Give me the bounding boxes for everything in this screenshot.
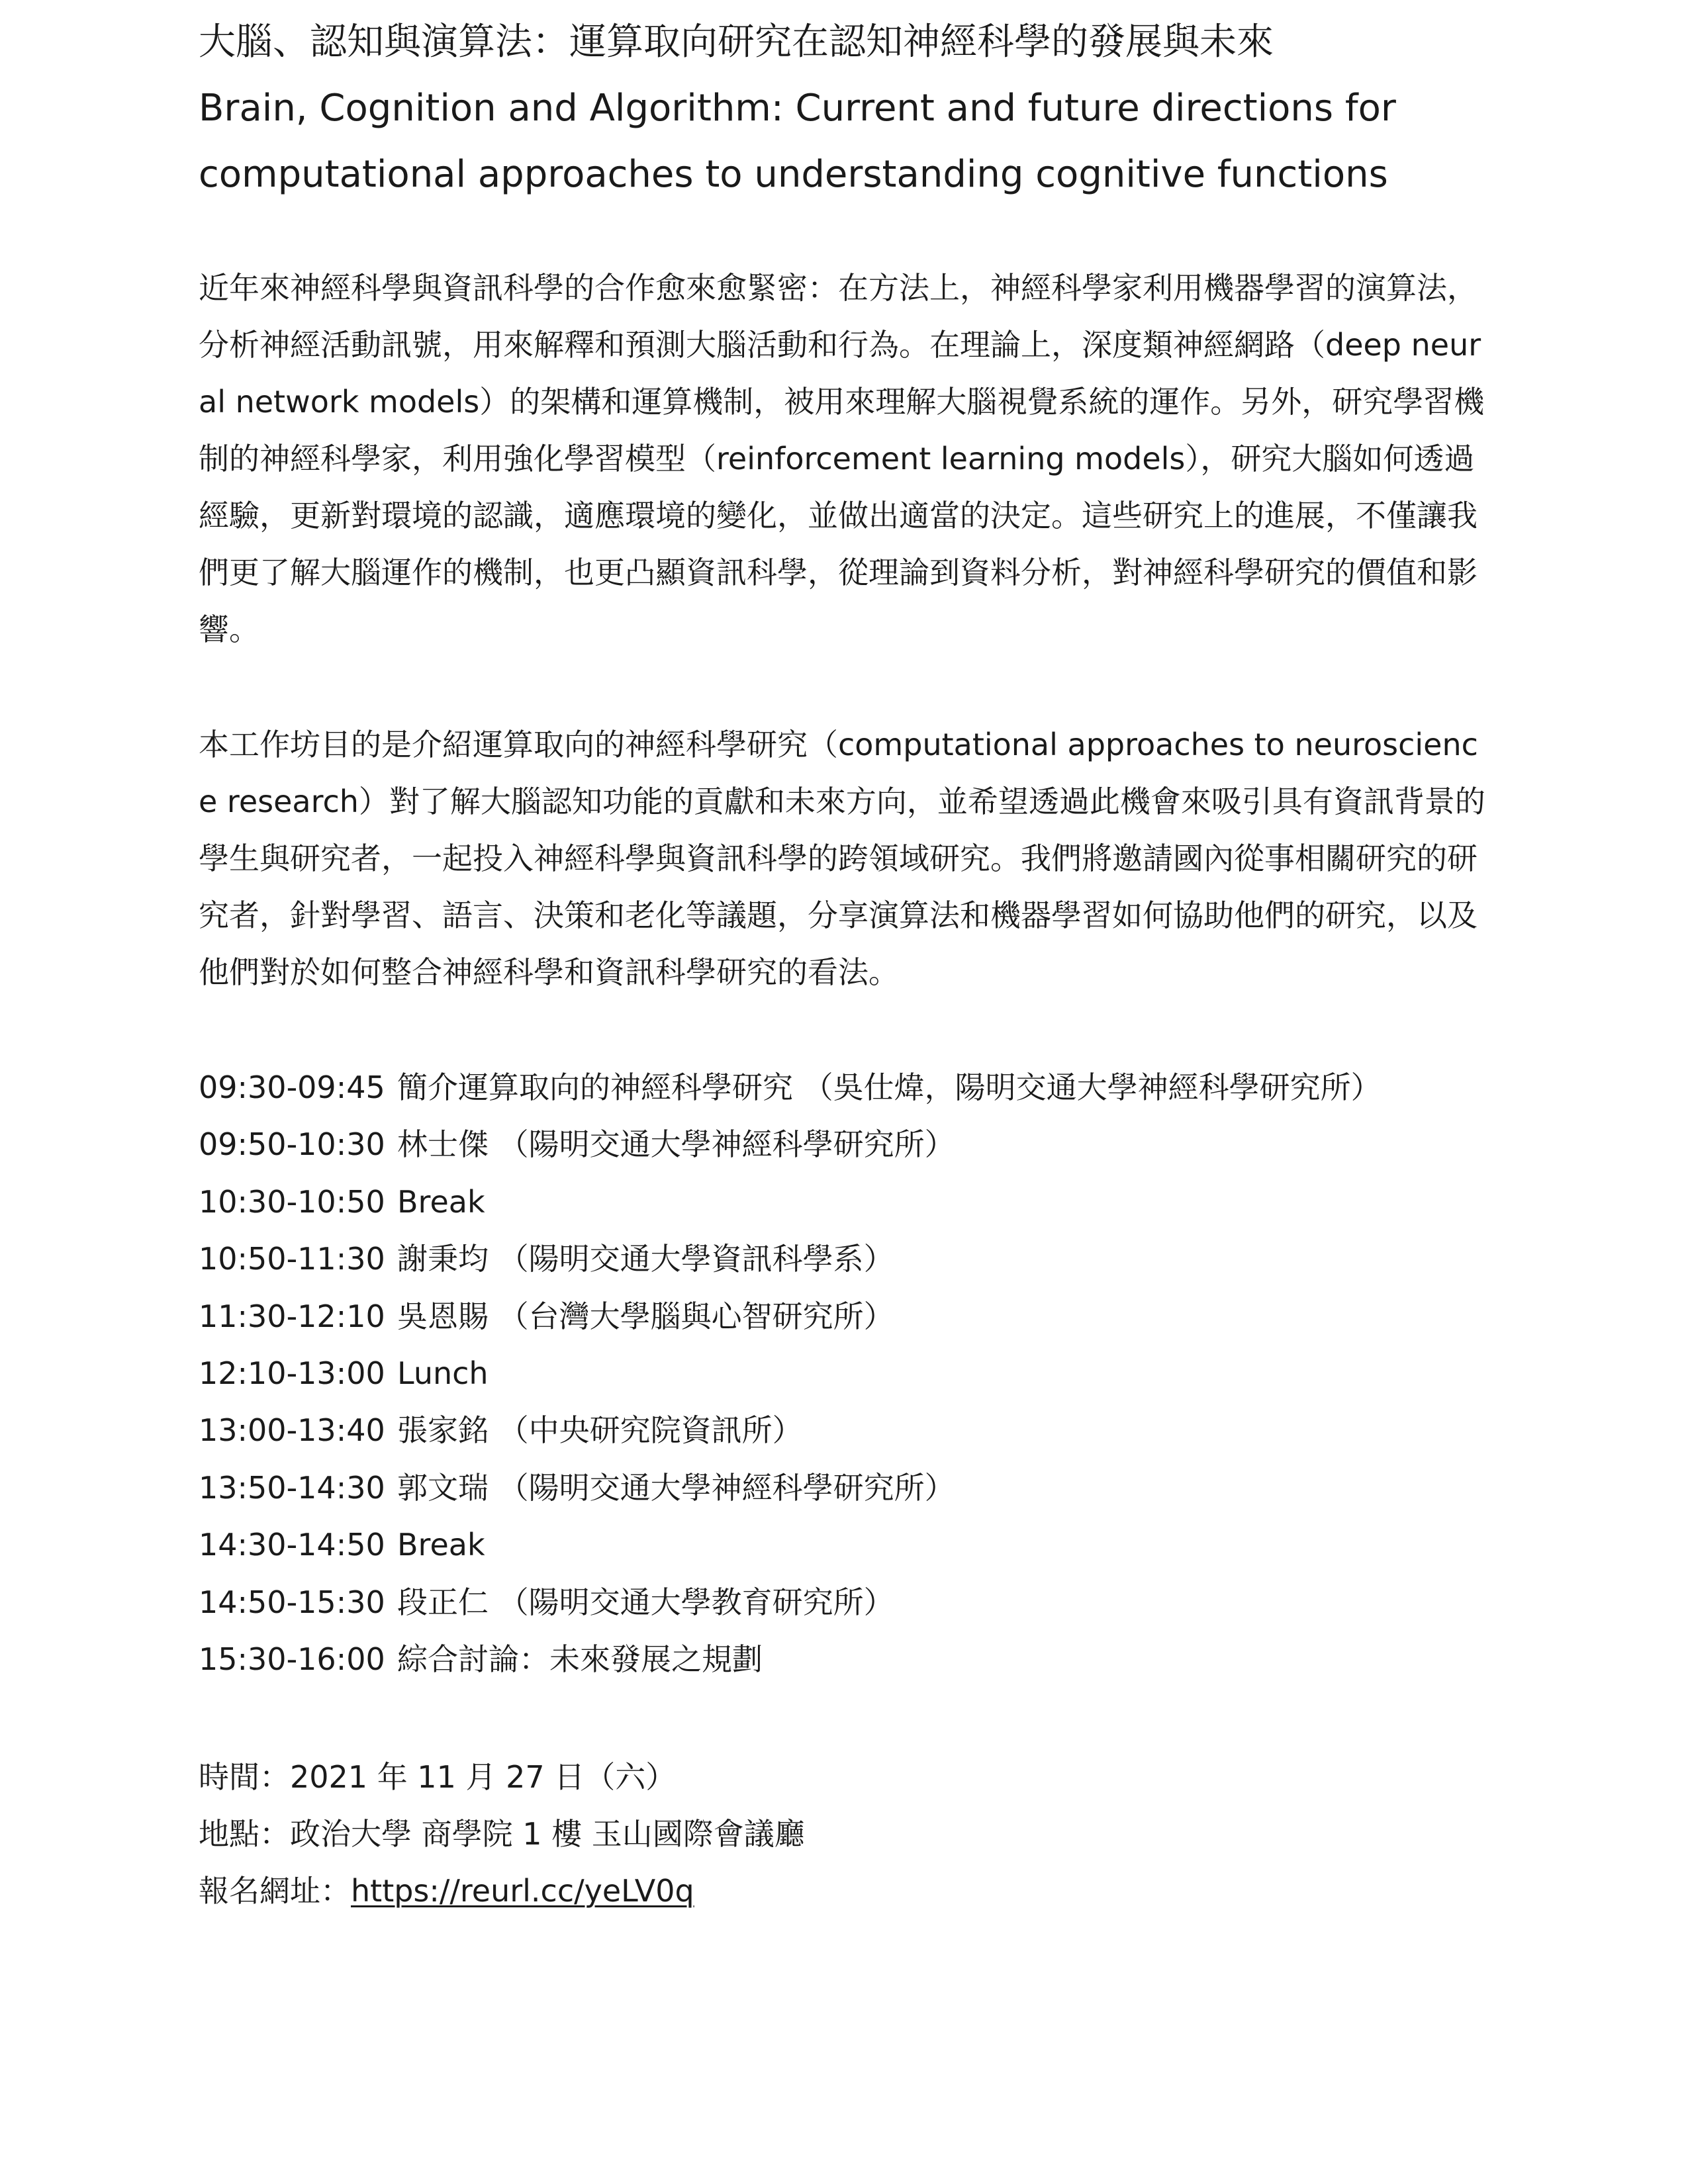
schedule-time: 11:30-12:10 <box>199 1298 385 1334</box>
schedule-time: 13:50-14:30 <box>199 1469 385 1506</box>
schedule-description: 林士傑 （陽明交通大學神經科學研究所） <box>397 1126 955 1163</box>
title-en-line-1: Brain, Cognition and Algorithm: Current and future directions for <box>199 87 1396 130</box>
schedule-row <box>199 1230 1496 1287</box>
schedule-description: 綜合討論：未來發展之規劃 <box>397 1641 763 1677</box>
event-info <box>199 1749 1496 1919</box>
schedule-row <box>199 1459 1496 1516</box>
schedule-row <box>199 1631 1496 1688</box>
schedule-row <box>199 1288 1496 1345</box>
workshop-purpose-paragraph: 本工作坊目的是介紹運算取向的神經科學研究（computational approaches to neuroscience research）對了解大腦認知功能的貢獻和未來方向，並希望透過此機會來吸引具有資訊背景的學生與研究者，一起投入神經科學與資訊科學的跨領域研究。我們將邀請國內從事相關研究的研究者，針對學習、語言、決策和老化等議題，分享演算法和機器學習如何協助他們的研究，以及他們對於如何整合神經科學和資訊科學研究的看法。 <box>199 727 1485 990</box>
schedule-row <box>199 1116 1496 1173</box>
schedule-description: Break <box>397 1183 485 1220</box>
schedule-description: 謝秉均 （陽明交通大學資訊科學系） <box>397 1241 894 1277</box>
schedule-time: 10:30-10:50 <box>199 1183 385 1220</box>
schedule-description: Lunch <box>397 1355 489 1391</box>
schedule-row <box>199 1345 1496 1402</box>
title-en-line-2: computational approaches to understanding cognitive functions <box>199 153 1388 196</box>
event-venue: 地點：政治大學 商學院 1 樓 玉山國際會議廳 <box>199 1816 805 1852</box>
schedule-row <box>199 1516 1496 1573</box>
schedule-time: 09:50-10:30 <box>199 1126 385 1163</box>
schedule-row <box>199 1574 1496 1631</box>
title-zh: 大腦、認知與演算法：運算取向研究在認知神經科學的發展與未來 <box>199 21 1274 64</box>
schedule-time: 13:00-13:40 <box>199 1412 385 1449</box>
schedule-description: 張家銘 （中央研究院資訊所） <box>397 1412 803 1449</box>
schedule-description: 吳恩賜 （台灣大學腦與心智研究所） <box>397 1298 894 1334</box>
registration-link[interactable]: https://reurl.cc/yeLV0q <box>351 1873 694 1909</box>
schedule-time: 12:10-13:00 <box>199 1355 385 1391</box>
schedule-description: 簡介運算取向的神經科學研究 （吳仕煒，陽明交通大學神經科學研究所） <box>397 1069 1382 1105</box>
schedule-time: 09:30-09:45 <box>199 1069 385 1105</box>
intro-paragraph: 近年來神經科學與資訊科學的合作愈來愈緊密：在方法上，神經科學家利用機器學習的演算法，分析神經活動訊號，用來解釋和預測大腦活動和行為。在理論上，深度類神經網路（deep neural network models）的架構和運算機制，被用來理解大腦視覺系統的運作。另外，研究學習機制的神經科學家，利用強化學習模型（reinforcement learning models），研究大腦如何透過經驗，更新對環境的認識，適應環境的變化，並做出適當的決定。這些研究上的進展，不僅讓我們更了解大腦運作的機制，也更凸顯資訊科學，從理論到資料分析，對神經科學研究的價值和影響。 <box>199 270 1485 647</box>
schedule-time: 15:30-16:00 <box>199 1641 385 1677</box>
schedule-row <box>199 1402 1496 1459</box>
schedule-list <box>199 1059 1496 1688</box>
schedule-time: 14:30-14:50 <box>199 1527 385 1563</box>
event-registration <box>199 1862 1496 1919</box>
schedule-time: 14:50-15:30 <box>199 1584 385 1620</box>
schedule-description: Break <box>397 1527 485 1563</box>
schedule-description: 段正仁 （陽明交通大學教育研究所） <box>397 1584 894 1620</box>
title-block <box>199 9 1496 208</box>
schedule-row <box>199 1173 1496 1230</box>
schedule-time: 10:50-11:30 <box>199 1241 385 1277</box>
registration-label: 報名網址： <box>199 1873 351 1909</box>
event-date: 時間：2021 年 11 月 27 日（六） <box>199 1759 677 1795</box>
schedule-row <box>199 1059 1496 1116</box>
schedule-description: 郭文瑞 （陽明交通大學神經科學研究所） <box>397 1469 955 1506</box>
